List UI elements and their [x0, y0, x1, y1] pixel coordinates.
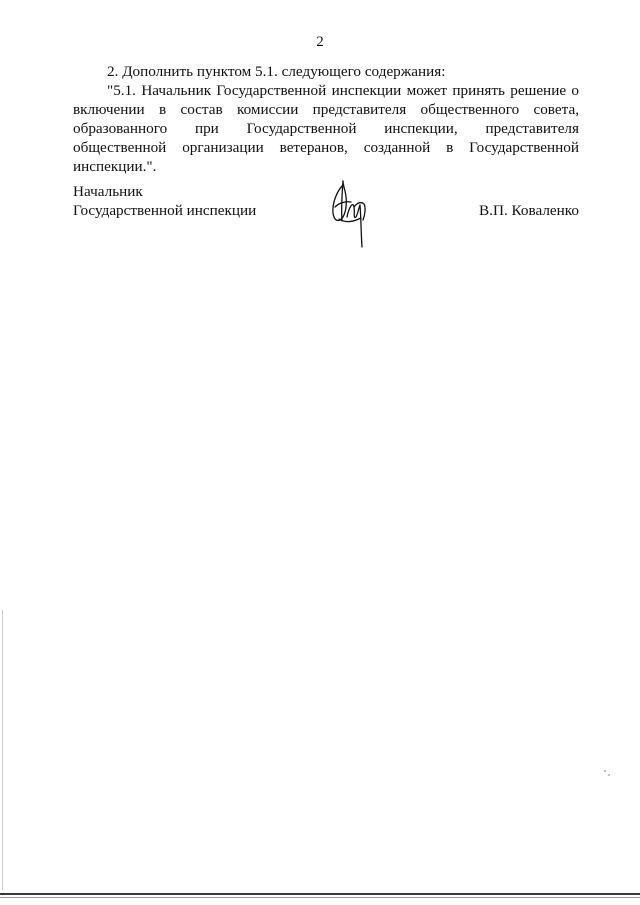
- signature-block: [73, 182, 579, 252]
- paragraph-amendment-intro: 2. Дополнить пунктом 5.1. следующего содержания:: [107, 63, 446, 80]
- scan-left-edge: [2, 610, 3, 890]
- page-number: 2: [316, 34, 324, 50]
- scan-speck: [608, 774, 610, 776]
- document-body: [73, 62, 579, 176]
- signatory-position-line2: Государственной инспекции: [73, 202, 257, 219]
- signatory-position: [73, 182, 256, 220]
- signatory-name: В.П. Коваленко: [479, 202, 579, 219]
- scan-bottom-edge-shadow: [0, 897, 640, 898]
- paragraph-clause-5-1: "5.1. Начальник Государственной инспекции может принять решение о включении в состав комиссии представителя общественного совета, образованного при Государственной инспекции, представителя общественной организации ветеранов, созданной в Государственной инспекции.".: [73, 82, 579, 175]
- signatory-position-line1: Начальник: [73, 183, 143, 200]
- scan-bottom-edge: [0, 893, 640, 895]
- scan-speck: [604, 770, 606, 772]
- handwritten-signature: [323, 177, 373, 252]
